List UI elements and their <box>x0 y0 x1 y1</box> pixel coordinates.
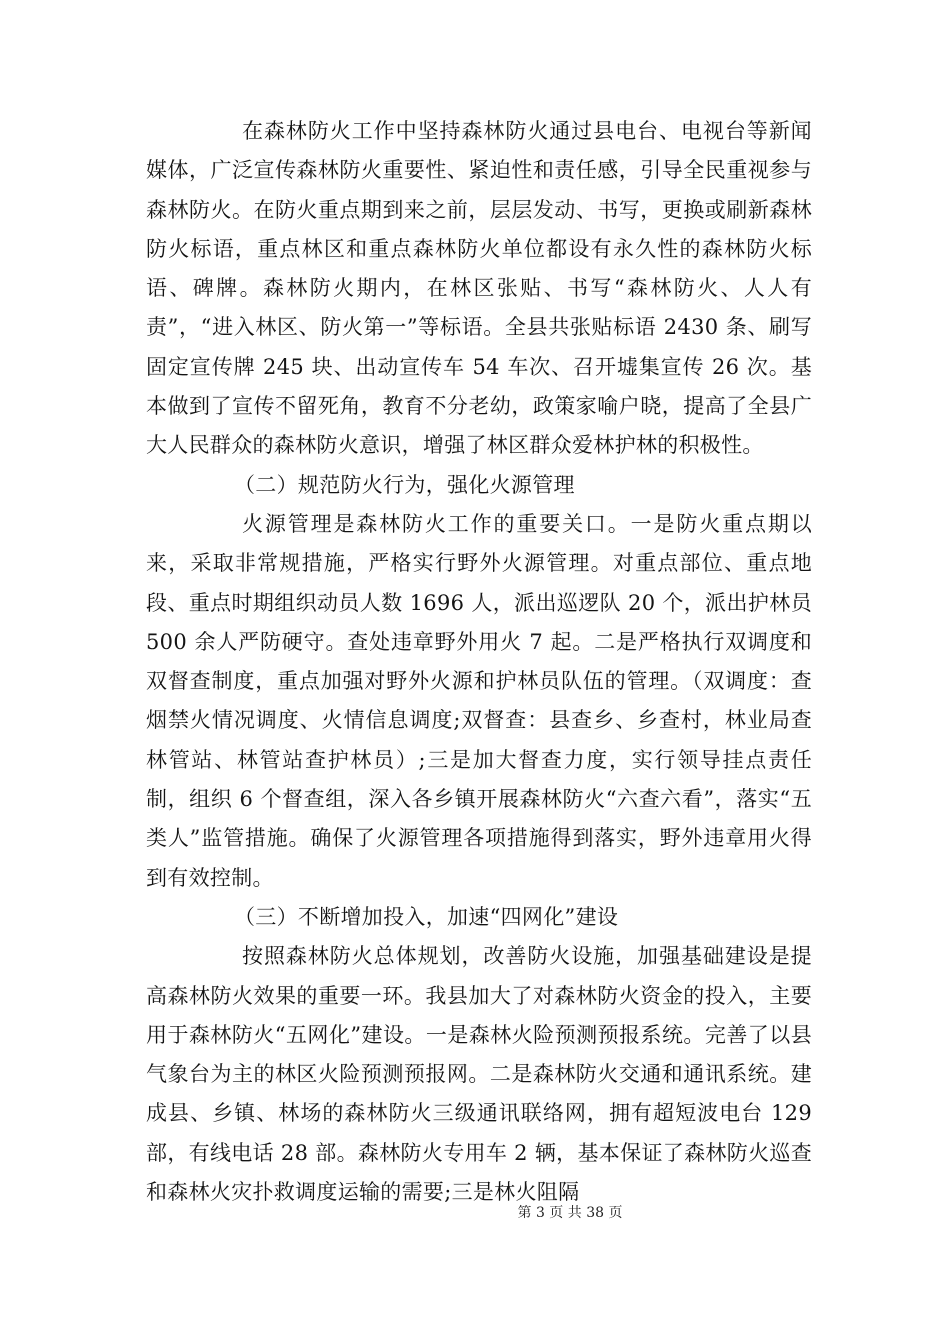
paragraph-fire-source-management: 火源管理是森林防火工作的重要关口。一是防火重点期以来，采取非常规措施，严格实行野外火源管理。对重点部位、重点地段、重点时期组织动员人数 1696 人，派出巡逻队 20 个，派出护林员 500 余人严防硬守。查处违章野外用火 7 起。二是严格执行双调度和双督查制度，重点加强对野外火源和护林员队伍的管理。（双调度：查烟禁火情况调度、火情信息调度;双督查：县查乡、乡查村，林业局查林管站、林管站查护林员）;三是加大督查力度，实行领导挂点责任制，组织 6 个督查组，深入各乡镇开展森林防火“六查六看”，落实“五类人”监管措施。确保了火源管理各项措施得到落实，野外违章用火得到有效控制。 <box>146 511 812 890</box>
page-number-footer: 第 3 页 共 38 页 <box>517 1205 623 1221</box>
section-heading-fire-source: （二）规范防火行为，强化火源管理 <box>234 472 575 497</box>
paragraph-publicity: 在森林防火工作中坚持森林防火通过县电台、电视台等新闻媒体，广泛宣传森林防火重要性、紧迫性和责任感，引导全民重视参与森林防火。在防火重点期到来之前，层层发动、书写，更换或刷新森林防火标语，重点林区和重点森林防火单位都设有永久性的森林防火标语、碑牌。森林防火期内，在林区张贴、书写“森林防火、人人有责”，“进入林区、防火第一”等标语。全县共张贴标语 2430 条、刷写固定宣传牌 245 块、出动宣传车 54 车次、召开墟集宣传 26 次。基本做到了宣传不留死角，教育不分老幼，政策家喻户晓，提高了全县广大人民群众的森林防火意识，增强了林区群众爱林护林的积极性。 <box>146 119 812 458</box>
section-heading-investment: （三）不断增加投入，加速“四网化”建设 <box>234 904 619 929</box>
document-body <box>146 112 812 1212</box>
paragraph-infrastructure: 按照森林防火总体规划，改善防火设施，加强基础建设是提高森林防火效果的重要一环。我县加大了对森林防火资金的投入，主要用于森林防火“五网化”建设。一是森林火险预测预报系统。完善了以县气象台为主的林区火险预测预报网。二是森林防火交通和通讯系统。建成县、乡镇、林场的森林防火三级通讯联络网，拥有超短波电台 129 部，有线电话 28 部。森林防火专用车 2 辆，基本保证了森林防火巡查和森林火灾扑救调度运输的需要;三是林火阻隔 <box>146 944 812 1205</box>
